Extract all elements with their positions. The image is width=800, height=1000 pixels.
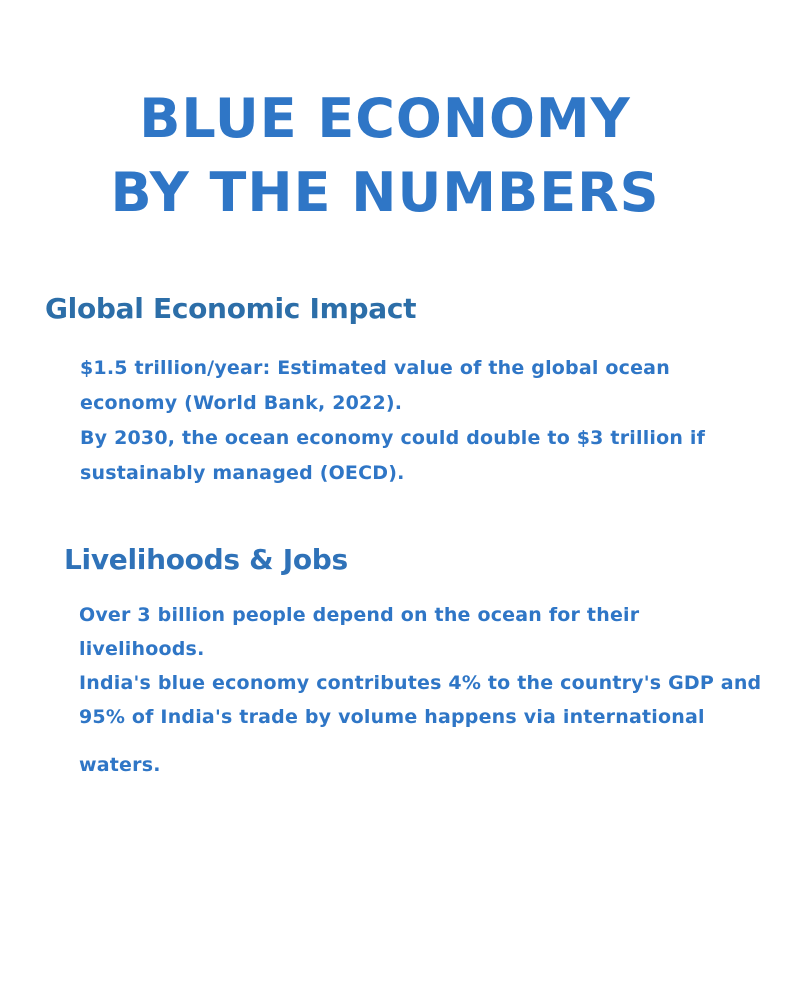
body-line: waters. bbox=[79, 754, 161, 776]
section-heading-livelihoods-jobs: Livelihoods & Jobs bbox=[64, 543, 348, 576]
body-line: Over 3 billion people depend on the ocean for their bbox=[79, 604, 640, 626]
section-body-global-economic-impact bbox=[80, 351, 705, 491]
page-title-line-2: BY THE NUMBERS bbox=[110, 161, 660, 224]
body-line: sustainably managed (OECD). bbox=[80, 462, 405, 484]
page-title-line-1: BLUE ECONOMY bbox=[139, 87, 631, 150]
body-line: 95% of India's trade by volume happens via international bbox=[79, 706, 705, 728]
page-title bbox=[0, 82, 770, 230]
section-body-livelihoods-jobs bbox=[79, 598, 761, 782]
section-heading-global-economic-impact: Global Economic Impact bbox=[45, 292, 417, 325]
body-line: economy (World Bank, 2022). bbox=[80, 392, 403, 414]
body-line: livelihoods. bbox=[79, 638, 205, 660]
body-line: $1.5 trillion/year: Estimated value of the global ocean bbox=[80, 357, 670, 379]
body-line: By 2030, the ocean economy could double to $3 trillion if bbox=[80, 427, 706, 449]
body-line: India's blue economy contributes 4% to the country's GDP and bbox=[79, 672, 762, 694]
